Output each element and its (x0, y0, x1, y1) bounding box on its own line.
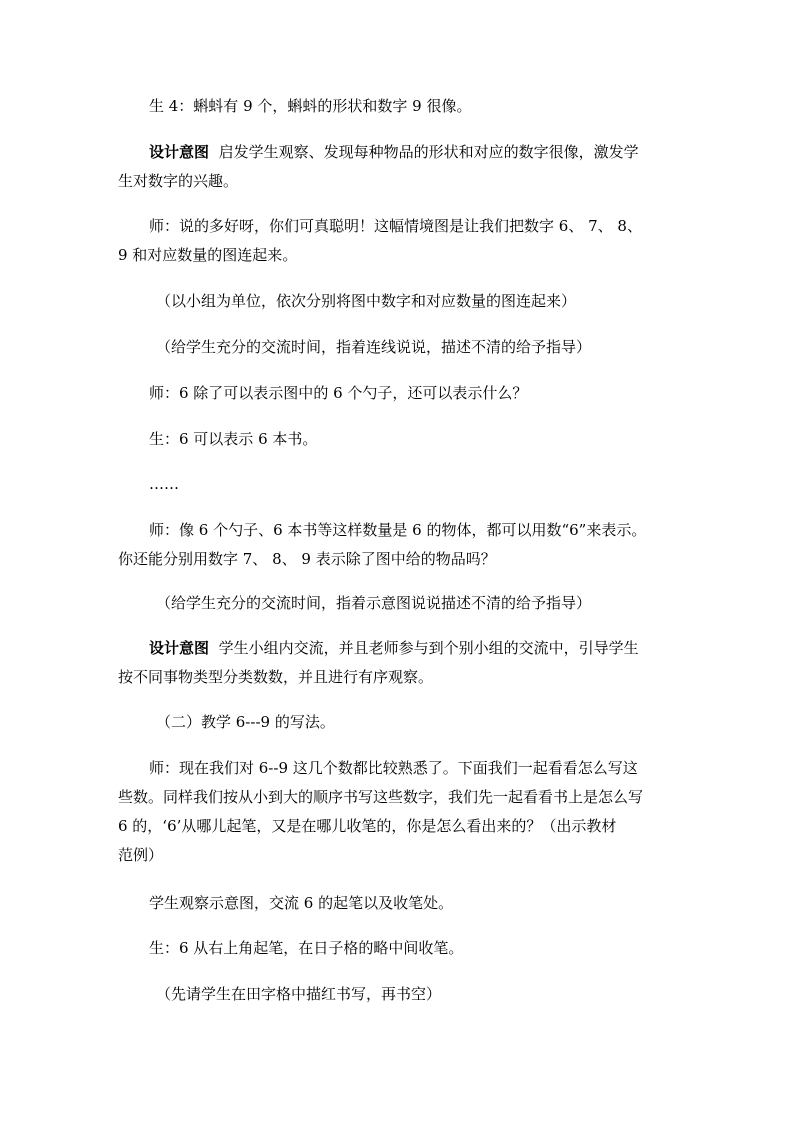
paragraph-teacher-question (118, 379, 684, 408)
text-segment: 学生小组内交流，并且老师参与到个别小组的交流中，引导学生 (218, 639, 639, 657)
paragraph-student4 (118, 92, 684, 121)
text-line: 些数。同样我们按从小到大的顺序书写这些数字，我们先一起看看书上是怎么写 (118, 788, 644, 806)
text-line: …… (149, 475, 179, 493)
text-line: 师：说的多好呀，你们可真聪明！这幅情境图是让我们把数字 6、 7、 8、 (149, 217, 642, 235)
text-line (118, 138, 684, 167)
paragraph-teacher-praise (118, 212, 684, 270)
paragraph-student-stroke (118, 934, 684, 963)
text-line: （以小组为单位，依次分别将图中数字和对应数量的图连起来） (156, 292, 577, 310)
paragraph-exchange-time-2 (118, 589, 684, 618)
paragraph-design-intent-1 (118, 138, 684, 196)
text-line: 师：6 除了可以表示图中的 6 个勺子，还可以表示什么？ (149, 384, 528, 402)
paragraph-student-answer (118, 425, 684, 454)
text-line: 生：6 从右上角起笔，在日子格的略中间收笔。 (149, 939, 464, 957)
text-line: （给学生充分的交流时间，指着连线说说，描述不清的给予指导） (156, 338, 592, 356)
text-line: 生 4：蝌蚪有 9 个，蝌蚪的形状和数字 9 很像。 (149, 97, 472, 115)
text-line: 范例） (118, 846, 164, 864)
text-line: 师：像 6 个勺子、6 本书等这样数量是 6 的物体，都可以用数“6”来表示。 (149, 521, 647, 539)
text-line: 师：现在我们对 6--9 这几个数都比较熟悉了。下面我们一起看看怎么写这 (149, 759, 638, 777)
paragraph-trace-writing (118, 980, 684, 1009)
paragraph-design-intent-2 (118, 634, 684, 692)
text-line: （先请学生在田字格中描红书写，再书空） (156, 985, 442, 1003)
text-line: 生：6 可以表示 6 本书。 (149, 430, 318, 448)
text-line: 生对数字的兴趣。 (118, 172, 239, 190)
text-line: 6 的，‘6’从哪儿起笔，又是在哪儿收笔的，你是怎么看出来的？（出示教材 (118, 817, 617, 835)
text-line: （二）教学 6---9 的写法。 (156, 713, 335, 731)
paragraph-exchange-time-1 (118, 333, 684, 362)
text-line: 学生观察示意图，交流 6 的起笔以及收笔处。 (149, 894, 454, 912)
paragraph-student-observe (118, 889, 684, 918)
paragraph-group-instruction (118, 287, 684, 316)
text-line: 按不同事物类型分类数数，并且进行有序观察。 (118, 668, 434, 686)
text-line: （给学生充分的交流时间，指着示意图说说描述不清的给予指导） (156, 594, 592, 612)
text-line: 你还能分别用数字 7、 8、 9 表示除了图中给的物品吗？ (118, 550, 496, 568)
text-line (118, 634, 684, 663)
text-line: 9 和对应数量的图连起来。 (118, 246, 298, 264)
design-intent-label: 设计意图 (149, 639, 210, 657)
paragraph-teacher-example (118, 516, 684, 574)
section-heading-writing (118, 708, 684, 737)
text-segment: 启发学生观察、发现每种物品的形状和对应的数字很像，激发学 (218, 143, 639, 161)
design-intent-label: 设计意图 (149, 143, 210, 161)
paragraph-teacher-writing (118, 754, 684, 870)
paragraph-ellipsis (118, 470, 684, 499)
